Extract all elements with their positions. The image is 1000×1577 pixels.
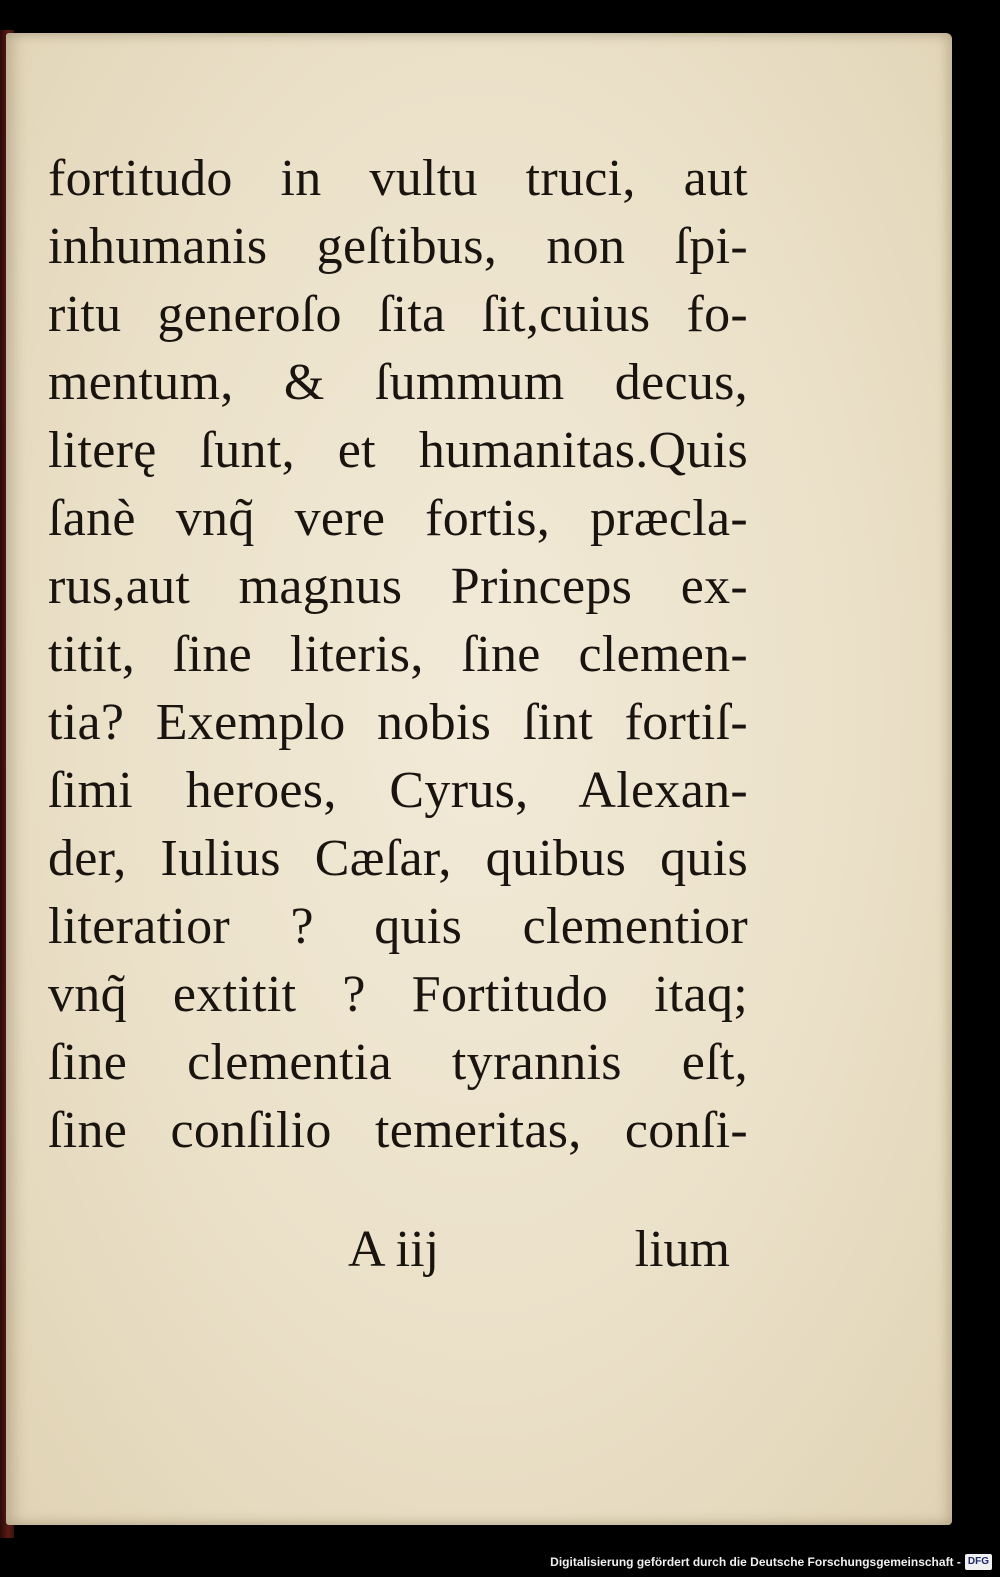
dfg-logo: DFG [965,1554,992,1570]
text-line: ſimi heroes, Cyrus, Alexan- [48,762,748,819]
text-line: vnq̃ extitit ? Fortitudo itaq; [48,966,748,1023]
page-footer-line [48,1216,738,1284]
text-line: ſine clementia tyrannis eſt, [48,1034,748,1091]
catchword: lium [634,1221,730,1278]
signature-mark: A iij [348,1221,440,1278]
text-line: tia? Exemplo nobis ſint fortiſ- [48,694,748,751]
credit-text: Digitalisierung gefördert durch die Deutsche Forschungsgemeinschaft - [550,1555,961,1569]
digitization-credit [550,1551,992,1573]
text-line: mentum, & ſummum decus, [48,354,748,411]
book-page [6,33,952,1525]
text-line: ritu generoſo ſita ſit,cuius fo- [48,286,748,343]
text-line: fortitudo in vultu truci, aut [48,150,748,207]
text-line: ſine conſilio temeritas, conſi- [48,1102,748,1159]
text-line: literę ſunt, et humanitas.Quis [48,422,748,479]
text-line: titit, ſine literis, ſine clemen- [48,626,748,683]
text-line: rus,aut magnus Princeps ex- [48,558,748,615]
text-line: inhumanis geſtibus, non ſpi- [48,218,748,275]
text-line: literatior ? quis clementior [48,898,748,955]
text-line: der, Iulius Cæſar, quibus quis [48,830,748,887]
page-text-block [48,145,748,1165]
text-line: ſanè vnq̃ vere fortis, præcla- [48,490,748,547]
